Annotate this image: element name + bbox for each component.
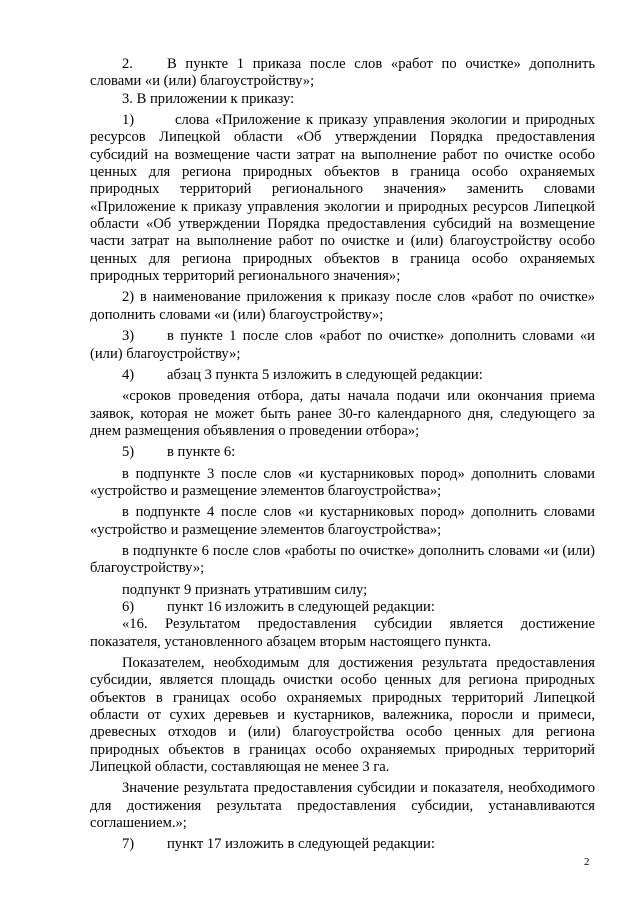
paragraph-subitem-5 [90,444,595,461]
paragraph-number: 6) [122,598,135,615]
paragraph-text: слова «Приложение к приказу управления экологии и природных ресурсов Липецкой области «Об утверждении Порядка предоставления субсидий на возмещение части затрат на выполнение работ по очистке особо ценных для региона природных объектов в граница особо охраняемых природных территорий регионального значения» заменить словами «Приложение к приказу управления экологии и природных ресурсов Липецкой области «Об утверждении Порядка предоставления субсидий на возмещение части затрат на выполнение работ по очистке и (или) благоустройству особо ценных для региона природных объектов в граница особо охраняемых природных территорий регионального значения»; [90,112,595,285]
document-body [90,56,595,854]
paragraph-number: 4) [122,366,135,383]
paragraph-text: пункт 16 изложить в следующей редакции: [167,598,435,615]
paragraph-number: 7) [122,836,135,853]
paragraph-subitem-4 [90,367,595,384]
paragraph-text: 2) в наименование приложения к приказу после слов «работ по очистке» дополнить словами «и (или) благоустройству»; [90,289,595,323]
paragraph-text: 3. В приложении к приказу: [122,90,295,107]
paragraph-text: Показателем, необходимым для достижения результата предоставления субсидии, является площадь очистки особо ценных для региона природных объектов в границах особо охраняемых природных территорий Липецкой области от сухих деревьев и кустарников, валежника, поросли и примеси, древесных отходов и (или) благоустройства особо ценных для региона природных объектов в границах особо охраняемых природных территорий Липецкой области, составляющая не менее 3 га. [90,655,595,776]
paragraph-number: 2. [122,56,133,72]
paragraph-quote-point-16 [90,616,595,651]
paragraph-text: подпункт 9 признать утратившим силу; [122,581,368,598]
paragraph-number: 1) [122,112,135,129]
paragraph-subpoint-6 [90,543,595,578]
paragraph-text: в подпункте 6 после слов «работы по очистке» дополнить словами «и (или) благоустройству»; [90,542,595,577]
paragraph-text: В пункте 1 приказа после слов «работ по очистке» дополнить словами «и (или) благоустройству»; [90,56,595,90]
paragraph-subpoint-4 [90,504,595,539]
paragraph-text: в подпункте 3 после слов «и кустарниковых пород» дополнить словами «устройство и размещение элементов благоустройства»; [90,465,595,499]
page-number: 2 [584,856,590,868]
paragraph-number: 5) [122,444,135,461]
paragraph-subpoint-3 [90,466,595,501]
paragraph-quote-selection-dates [90,388,595,440]
paragraph-subitem-7 [90,836,595,853]
paragraph-text: Значение результата предоставления субсидии и показателя, необходимого для достижения результата предоставления субсидии, устанавливаются соглашением.»; [90,780,595,832]
paragraph-text: пункт 17 изложить в следующей редакции: [167,836,435,853]
paragraph-indicator-definition [90,655,595,776]
paragraph-text: «сроков проведения отбора, даты начала подачи или окончания приема заявок, которая не может быть ранее 30-го календарного дня, следующего за днем размещения объявления о проведении отбора»; [90,388,595,439]
paragraph-number: 3) [122,328,135,345]
paragraph-text: в подпункте 4 после слов «и кустарниковых пород» дополнить словами «устройство и размещение элементов благоустройства»; [90,504,595,538]
paragraph-text: в пункте 1 после слов «работ по очистке» дополнить словами «и (или) благоустройству»; [90,328,595,362]
paragraph-subpoint-9 [90,582,595,599]
paragraph-text: абзац 3 пункта 5 изложить в следующей редакции: [167,366,483,383]
paragraph-subitem-3 [90,328,595,363]
paragraph-indicator-value [90,780,595,832]
paragraph-text: в пункте 6: [167,444,236,461]
paragraph-item-3 [90,91,595,108]
paragraph-item-2 [90,56,595,91]
paragraph-subitem-2 [90,289,595,324]
paragraph-subitem-6 [90,599,595,616]
paragraph-text: «16. Результатом предоставления субсидии является достижение показателя, установленного абзацем вторым настоящего пункта. [90,616,595,650]
paragraph-subitem-1 [90,112,595,285]
